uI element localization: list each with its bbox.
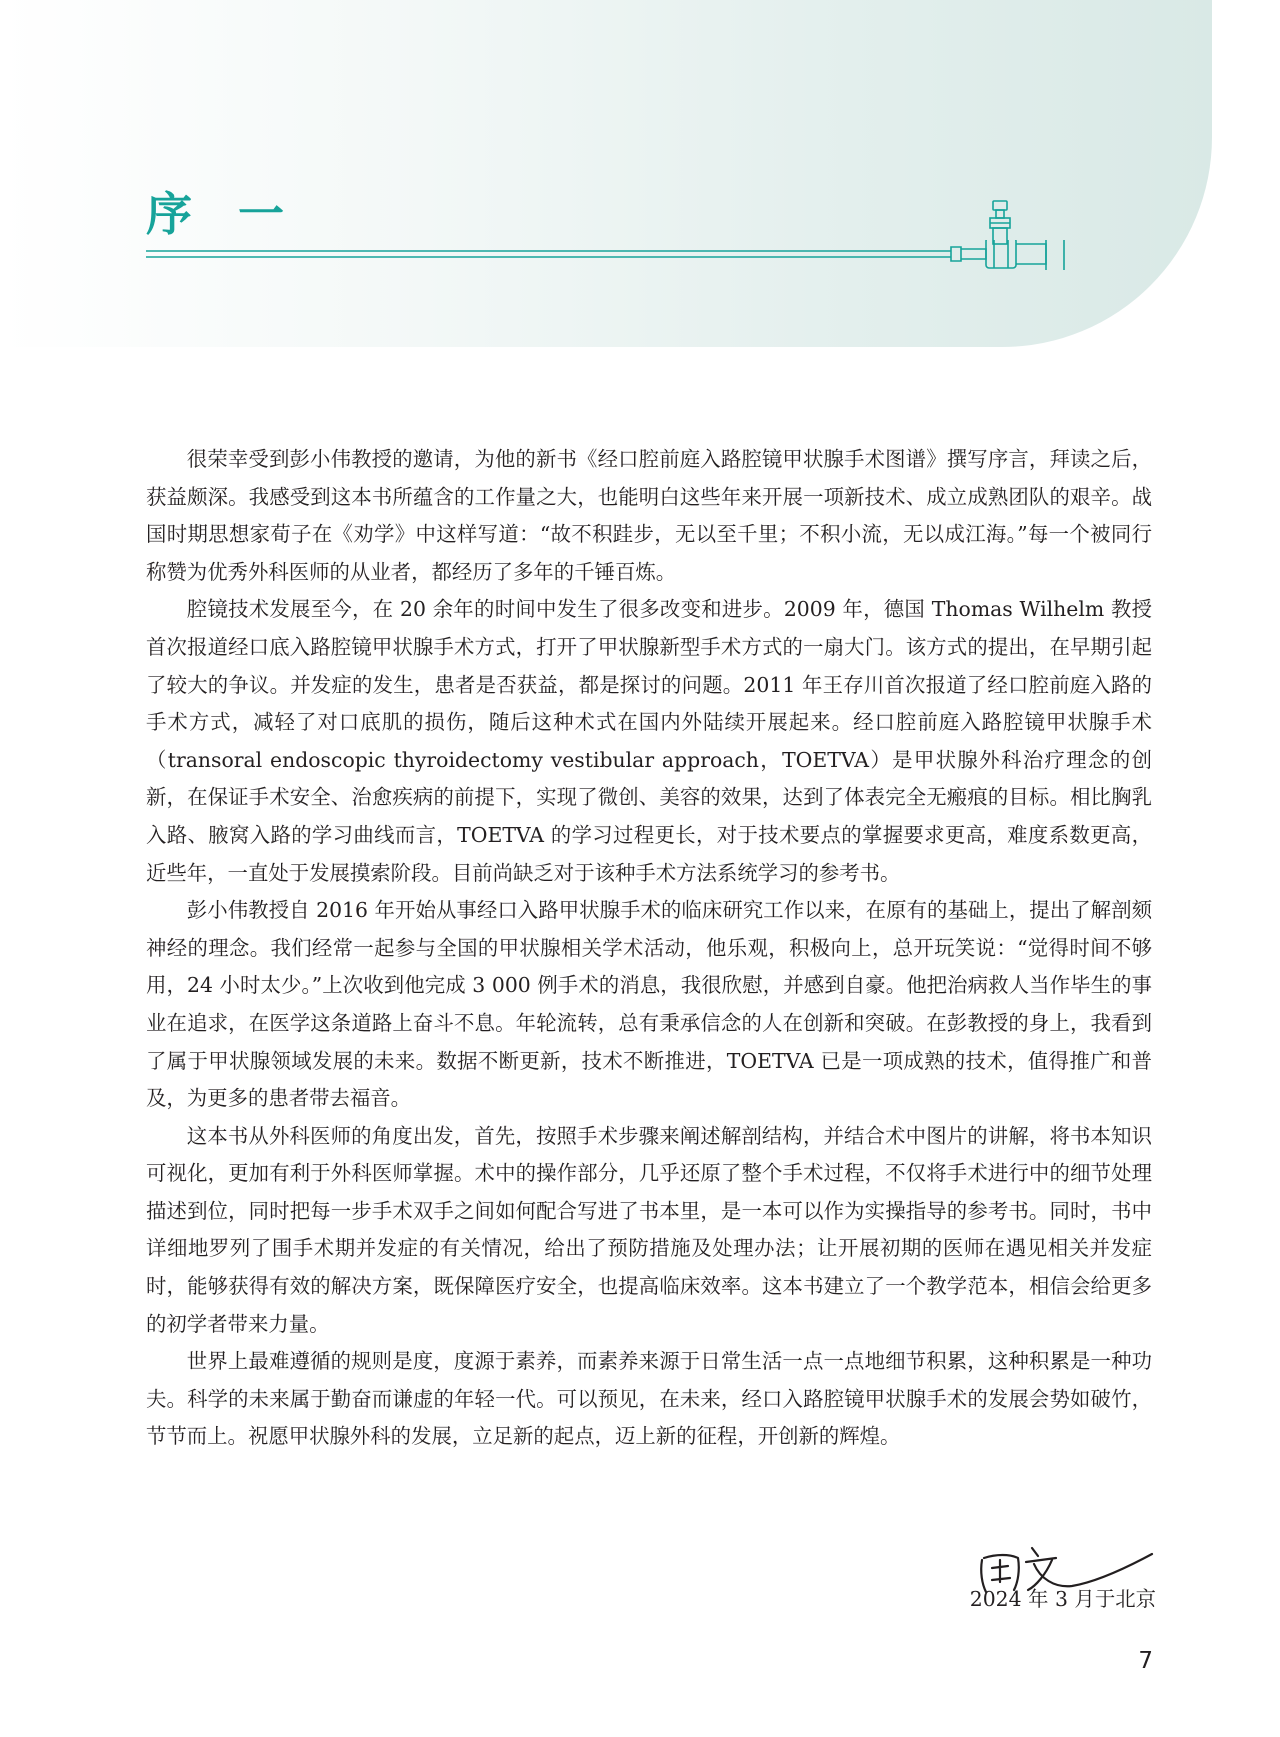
endoscope-icon: [985, 200, 1015, 245]
paragraph: 彭小伟教授自 2016 年开始从事经口入路甲状腺手术的临床研究工作以来，在原有的基础上，提出了解剖颏神经的理念。我们经常一起参与全国的甲状腺相关学术活动，他乐观，积极向上，总开玩笑说：“觉得时间不够用，24 小时太少。”上次收到他完成 3 000 例手术的消息，我很欣慰，并感到自豪。他把治病救人当作毕生的事业在追求，在医学这条道路上奋斗不息。年轮流转，总有秉承信念的人在创新和突破。在彭教授的身上，我看到了属于甲状腺领域发展的未来。数据不断更新，技术不断推进，TOETVA 已是一项成熟的技术，值得推广和普及，为更多的患者带去福音。: [146, 898, 1152, 1111]
paragraph: 很荣幸受到彭小伟教授的邀请，为他的新书《经口腔前庭入路腔镜甲状腺手术图谱》撰写序言，拜读之后，获益颇深。我感受到这本书所蕴含的工作量之大，也能明白这些年来开展一项新技术、成立成熟团队的艰辛。战国时期思想家荀子在《劝学》中这样写道：“故不积跬步，无以至千里；不积小流，无以成江海。”每一个被同行称赞为优秀外科医师的从业者，都经历了多年的千锤百炼。: [146, 447, 1152, 584]
paragraph: 腔镜技术发展至今，在 20 余年的时间中发生了很多改变和进步。2009 年，德国 Thomas Wilhelm 教授首次报道经口底入路腔镜甲状腺手术方式，打开了甲状腺新型手术方式的一扇大门。该方式的提出，在早期引起了较大的争议。并发症的发生，患者是否获益，都是探讨的问题。2011 年王存川首次报道了经口腔前庭入路的手术方式，减轻了对口底肌的损伤，随后这种术式在国内外陆续开展起来。经口腔前庭入路腔镜甲状腺手术（transoral endoscopic thyroidectomy vestibular approach，TOETVA）是甲状腺外科治疗理念的创新，在保证手术安全、治愈疾病的前提下，实现了微创、美容的效果，达到了体表完全无瘢痕的目标。相比胸乳入路、腋窝入路的学习曲线而言，TOETVA 的学习过程更长，对于技术要点的掌握要求更高，难度系数更高，近些年，一直处于发展摸索阶段。目前尚缺乏对于该种手术方法系统学习的参考书。: [146, 597, 1152, 885]
paragraph: 这本书从外科医师的角度出发，首先，按照手术步骤来阐述解剖结构，并结合术中图片的讲解，将书本知识可视化，更加有利于外科医师掌握。术中的操作部分，几乎还原了整个手术过程，不仅将手术进行中的细节处理描述到位，同时把每一步手术双手之间如何配合写进了书本里，是一本可以作为实操指导的参考书。同时，书中详细地罗列了围手术期并发症的有关情况，给出了预防措施及处理办法；让开展初期的医师在遇见相关并发症时，能够获得有效的解决方案，既保障医疗安全，也提高临床效率。这本书建立了一个教学范本，相信会给更多的初学者带来力量。: [146, 1123, 1152, 1336]
date-place: 2024 年 3 月于北京: [969, 1587, 1156, 1611]
page-number: 7: [1138, 1648, 1153, 1674]
body-text: [146, 441, 1152, 1456]
paragraph: 世界上最难遵循的规则是度，度源于素养，而素养来源于日常生活一点一点地细节积累，这种积累是一种功夫。科学的未来属于勤奋而谦虚的年轻一代。可以预见，在未来，经口入路腔镜甲状腺手术的发展会势如破竹，节节而上。祝愿甲状腺外科的发展，立足新的起点，迈上新的征程，开创新的辉煌。: [146, 1349, 1152, 1449]
header-band: [0, 0, 1212, 347]
page-title: 序 一: [146, 187, 284, 241]
